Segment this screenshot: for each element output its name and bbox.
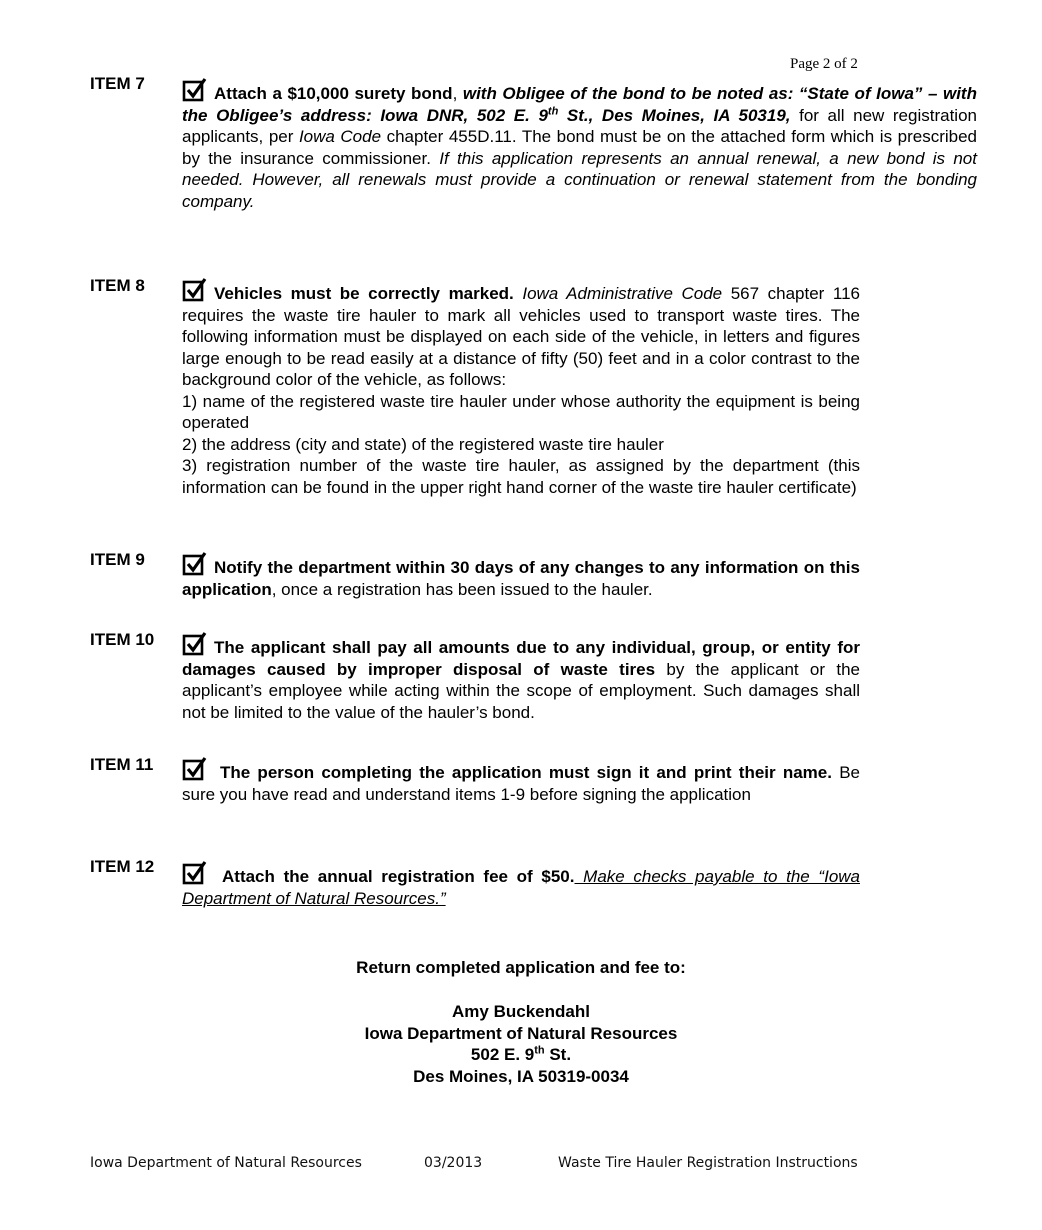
item-heading: Notify the department within 30 days of any changes to any information on this application — [182, 558, 860, 599]
item-9 — [90, 550, 890, 610]
street-address: 502 E. 9th St. — [470, 1044, 572, 1064]
item-7 — [90, 74, 977, 244]
footer-right: Waste Tire Hauler Registration Instructions — [558, 1155, 858, 1171]
item-body: The applicant shall pay all amounts due to any individual, group, or entity for damages caused by improper disposal of waste tires by the applicant or the applicant’s employee while acting within the scope of employment. Such damages shall not be limited to the value of the hauler’s bond. — [182, 632, 860, 723]
item-body: Vehicles must be correctly marked. Iowa Administrative Code 567 chapter 116 requires the waste tire hauler to mark all vehicles used to transport waste tires. The following information must be displayed on each side of the vehicle, in letters and figures large enough to be read easily at a distance of fifty (50) feet and in a color contrast to the background color of the vehicle, as follows: 1) name of the registered waste tire hauler under whose authority the equipment is being operated 2) the address (city and state) of the registered waste tire hauler 3) registration number of the waste tire hauler, as assigned by the department (this information can be found in the upper right hand corner of the waste tire hauler certificate) — [182, 278, 860, 498]
footer-date: 03/2013 — [424, 1155, 483, 1171]
item-label: ITEM 12 — [90, 857, 155, 876]
item-heading: Vehicles must be correctly marked. — [214, 284, 514, 303]
item-heading: The applicant shall pay all amounts due to any individual, group, or entity for damages caused by improper disposal of waste tires — [182, 638, 860, 679]
item-8 — [90, 276, 890, 536]
list-item: 1) name of the registered waste tire hauler under whose authority the equipment is being operated — [182, 391, 860, 432]
item-11 — [90, 755, 890, 840]
item-heading: Attach a $10,000 surety bond — [214, 84, 453, 103]
payable-note: Make checks payable to the “Iowa Department of Natural Resources.” — [182, 867, 860, 908]
checked-box-icon — [182, 757, 206, 781]
footer-left: Iowa Department of Natural Resources — [90, 1155, 362, 1171]
page-number: Page 2 of 2 — [790, 56, 858, 72]
item-label: ITEM 9 — [90, 550, 145, 569]
return-address — [0, 1001, 1042, 1087]
checked-box-icon — [182, 78, 206, 102]
item-body: Notify the department within 30 days of any changes to any information on this application, once a registration has been issued to the hauler. — [182, 552, 860, 600]
item-body — [182, 861, 860, 909]
contact-name: Amy Buckendahl — [452, 1002, 590, 1021]
item-body: Attach a $10,000 surety bond, with Obligee of the bond to be noted as: “State of Iowa” – with the Obligee’s address: Iowa DNR, 502 E. 9th St., Des Moines, IA 50319, for all new registration applicants, per Iowa Code chapter 455D.11. The bond must be on the attached form which is prescribed by the insurance commissioner. If this application represents an annual renewal, a new bond is not needed. However, all renewals must provide a continuation or renewal statement from the bonding company. — [182, 78, 977, 212]
item-label: ITEM 7 — [90, 74, 145, 93]
item-10 — [90, 630, 890, 735]
item-heading: Attach the annual registration fee of $50. — [222, 867, 575, 886]
organization: Iowa Department of Natural Resources — [364, 1023, 678, 1043]
item-heading: The person completing the application must sign it and print their name. — [220, 763, 832, 782]
item-body: The person completing the application must sign it and print their name. Be sure you have read and understand items 1-9 before signing the application — [182, 757, 860, 805]
city-state-zip: Des Moines, IA 50319-0034 — [413, 1066, 629, 1086]
list-item: 3) registration number of the waste tire hauler, as assigned by the department (this information can be found in the upper right hand corner of the waste tire hauler certificate) — [182, 456, 860, 497]
list-item: 2) the address (city and state) of the registered waste tire hauler — [182, 434, 664, 454]
checked-box-icon — [182, 552, 206, 576]
checked-box-icon — [182, 861, 206, 885]
item-12 — [90, 857, 890, 917]
item-label: ITEM 10 — [90, 630, 155, 649]
item-label: ITEM 8 — [90, 276, 145, 295]
checked-box-icon — [182, 278, 206, 302]
item-label: ITEM 11 — [90, 755, 154, 774]
checked-box-icon — [182, 632, 206, 656]
return-heading: Return completed application and fee to: — [356, 958, 686, 977]
